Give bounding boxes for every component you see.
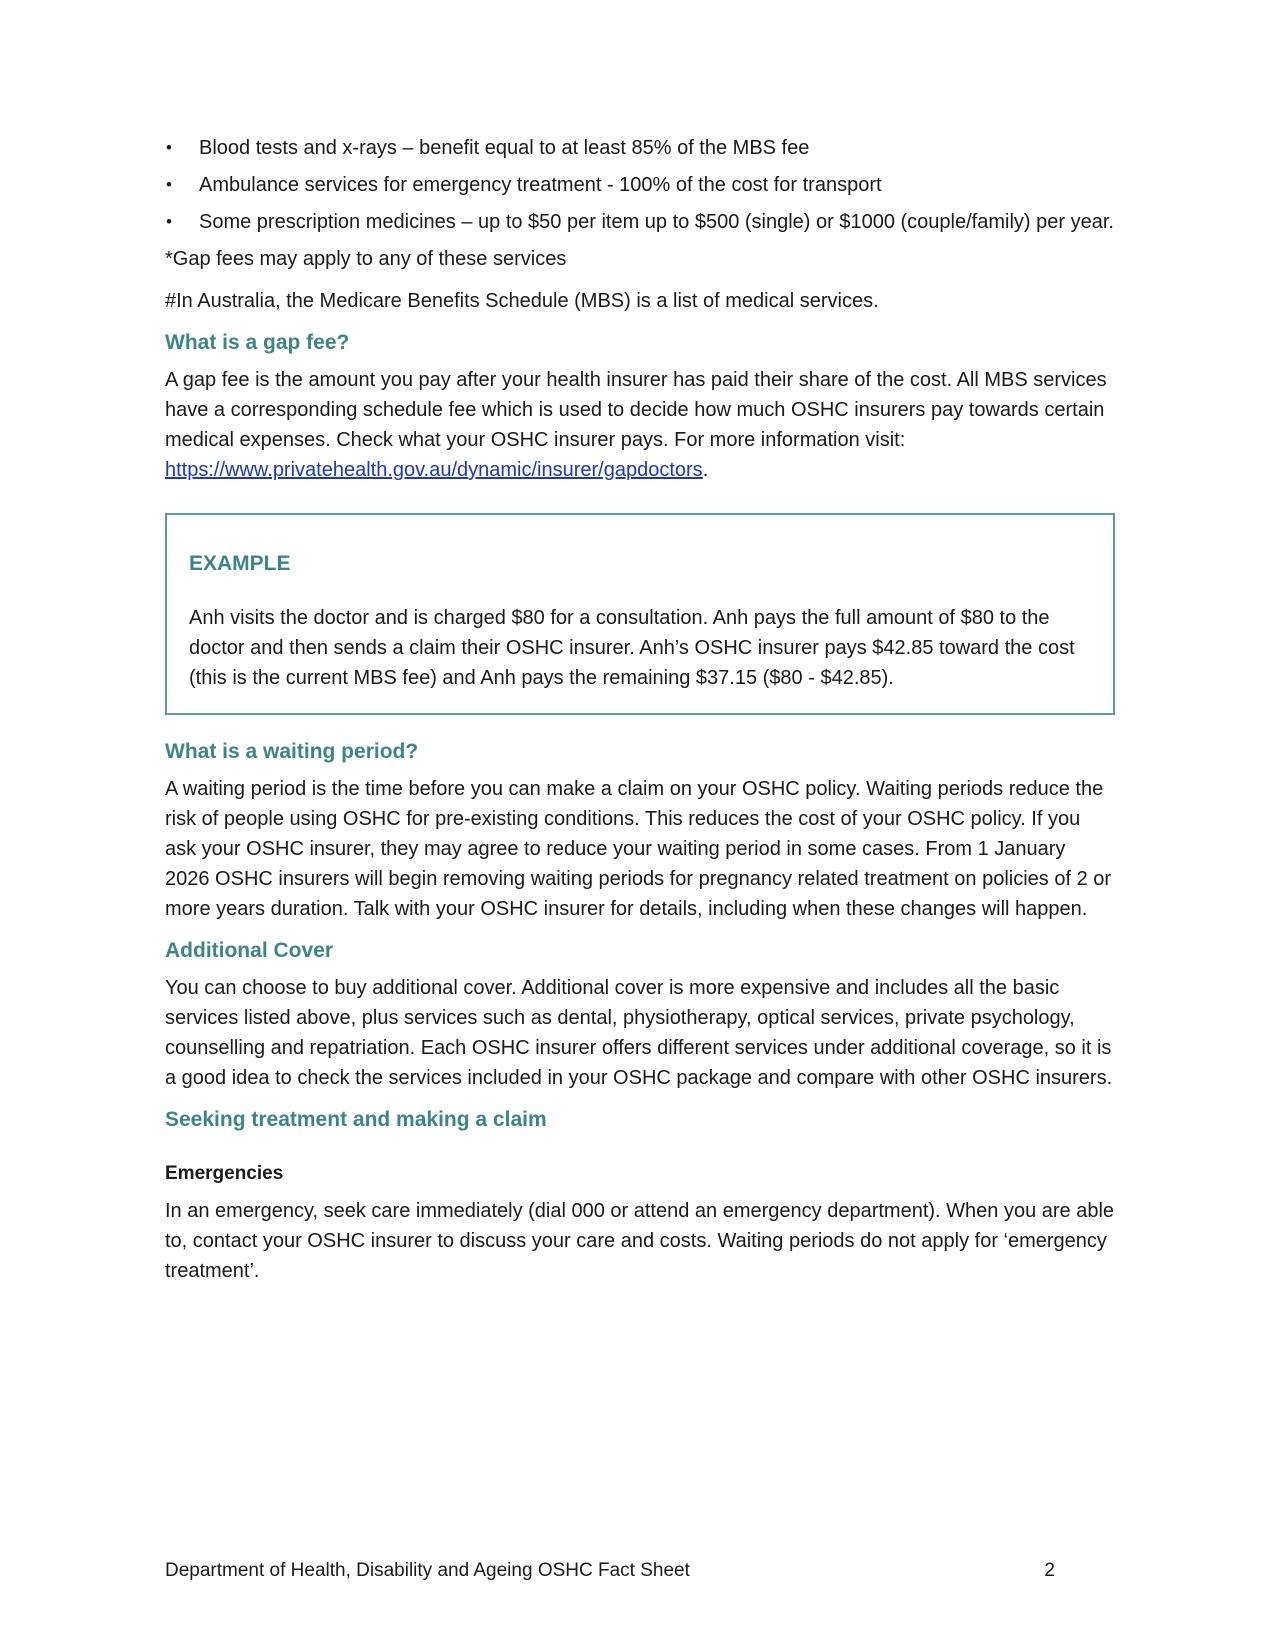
waiting-period-heading: What is a waiting period? [165, 740, 419, 763]
bullet-icon: • [166, 175, 172, 194]
emergencies-text: In an emergency, seek care immediately (dial 000 or attend an emergency department). When you are able to, contact your OSHC insurer to discuss your care and costs. Waiting periods do not apply for ‘emergency treatment’. [165, 1200, 1115, 1282]
document-page [165, 133, 1115, 1286]
list-item: • Ambulance services for emergency treatment - 100% of the cost for transport [165, 170, 1115, 200]
treatment-heading: Seeking treatment and making a claim [165, 1108, 547, 1131]
gap-doctors-link[interactable]: https://www.privatehealth.gov.au/dynamic/insurer/gapdoctors [165, 459, 703, 481]
list-item: • Some prescription medicines – up to $50 per item up to $500 (single) or $1000 (couple/family) per year. [165, 207, 1115, 237]
gap-fees-note: *Gap fees may apply to any of these services [165, 248, 567, 270]
footer-title: Department of Health, Disability and Ageing OSHC Fact Sheet [165, 1560, 690, 1581]
example-text: Anh visits the doctor and is charged $80 for a consultation. Anh pays the full amount of $80 to the doctor and then sends a claim their OSHC insurer. Anh’s OSHC insurer pays $42.85 toward the cost (this is the current MBS fee) and Anh pays the remaining $37.15 ($80 - $42.85). [189, 607, 1075, 689]
link-suffix: . [702, 459, 709, 481]
gap-fee-paragraph [165, 365, 1115, 485]
page-footer [165, 1560, 1055, 1582]
benefits-list [165, 133, 1115, 237]
additional-cover-text: You can choose to buy additional cover. Additional cover is more expensive and includes all the basic services listed above, plus services such as dental, physiotherapy, optical services, private psychology, counselling and repatriation. Each OSHC insurer offers different services under additional coverage, so it is a good idea to check the services included in your OSHC package and compare with other OSHC insurers. [165, 977, 1113, 1089]
example-box [165, 513, 1115, 715]
example-heading: EXAMPLE [189, 552, 291, 575]
emergencies-subheading: Emergencies [165, 1163, 284, 1184]
bullet-icon: • [166, 212, 172, 231]
gap-fee-text: A gap fee is the amount you pay after your health insurer has paid their share of the cost. All MBS services have a corresponding schedule fee which is used to decide how much OSHC insurers pay towards certain medical expenses. Check what your OSHC insurer pays. For more information visit: [165, 369, 1107, 451]
mbs-note: #In Australia, the Medicare Benefits Schedule (MBS) is a list of medical services. [165, 290, 879, 312]
list-item: • Blood tests and x-rays – benefit equal to at least 85% of the MBS fee [165, 133, 1115, 163]
waiting-period-text: A waiting period is the time before you can make a claim on your OSHC policy. Waiting periods reduce the risk of people using OSHC for pre-existing conditions. This reduces the cost of your OSHC policy. If you ask your OSHC insurer, they may agree to reduce your waiting period in some cases. From 1 January 2026 OSHC insurers will begin removing waiting periods for pregnancy related treatment on policies of 2 or more years duration. Talk with your OSHC insurer for details, including when these changes will happen. [165, 778, 1112, 920]
gap-fee-heading: What is a gap fee? [165, 331, 350, 354]
additional-cover-heading: Additional Cover [165, 939, 334, 962]
bullet-icon: • [166, 138, 172, 157]
page-number: 2 [1044, 1560, 1055, 1581]
